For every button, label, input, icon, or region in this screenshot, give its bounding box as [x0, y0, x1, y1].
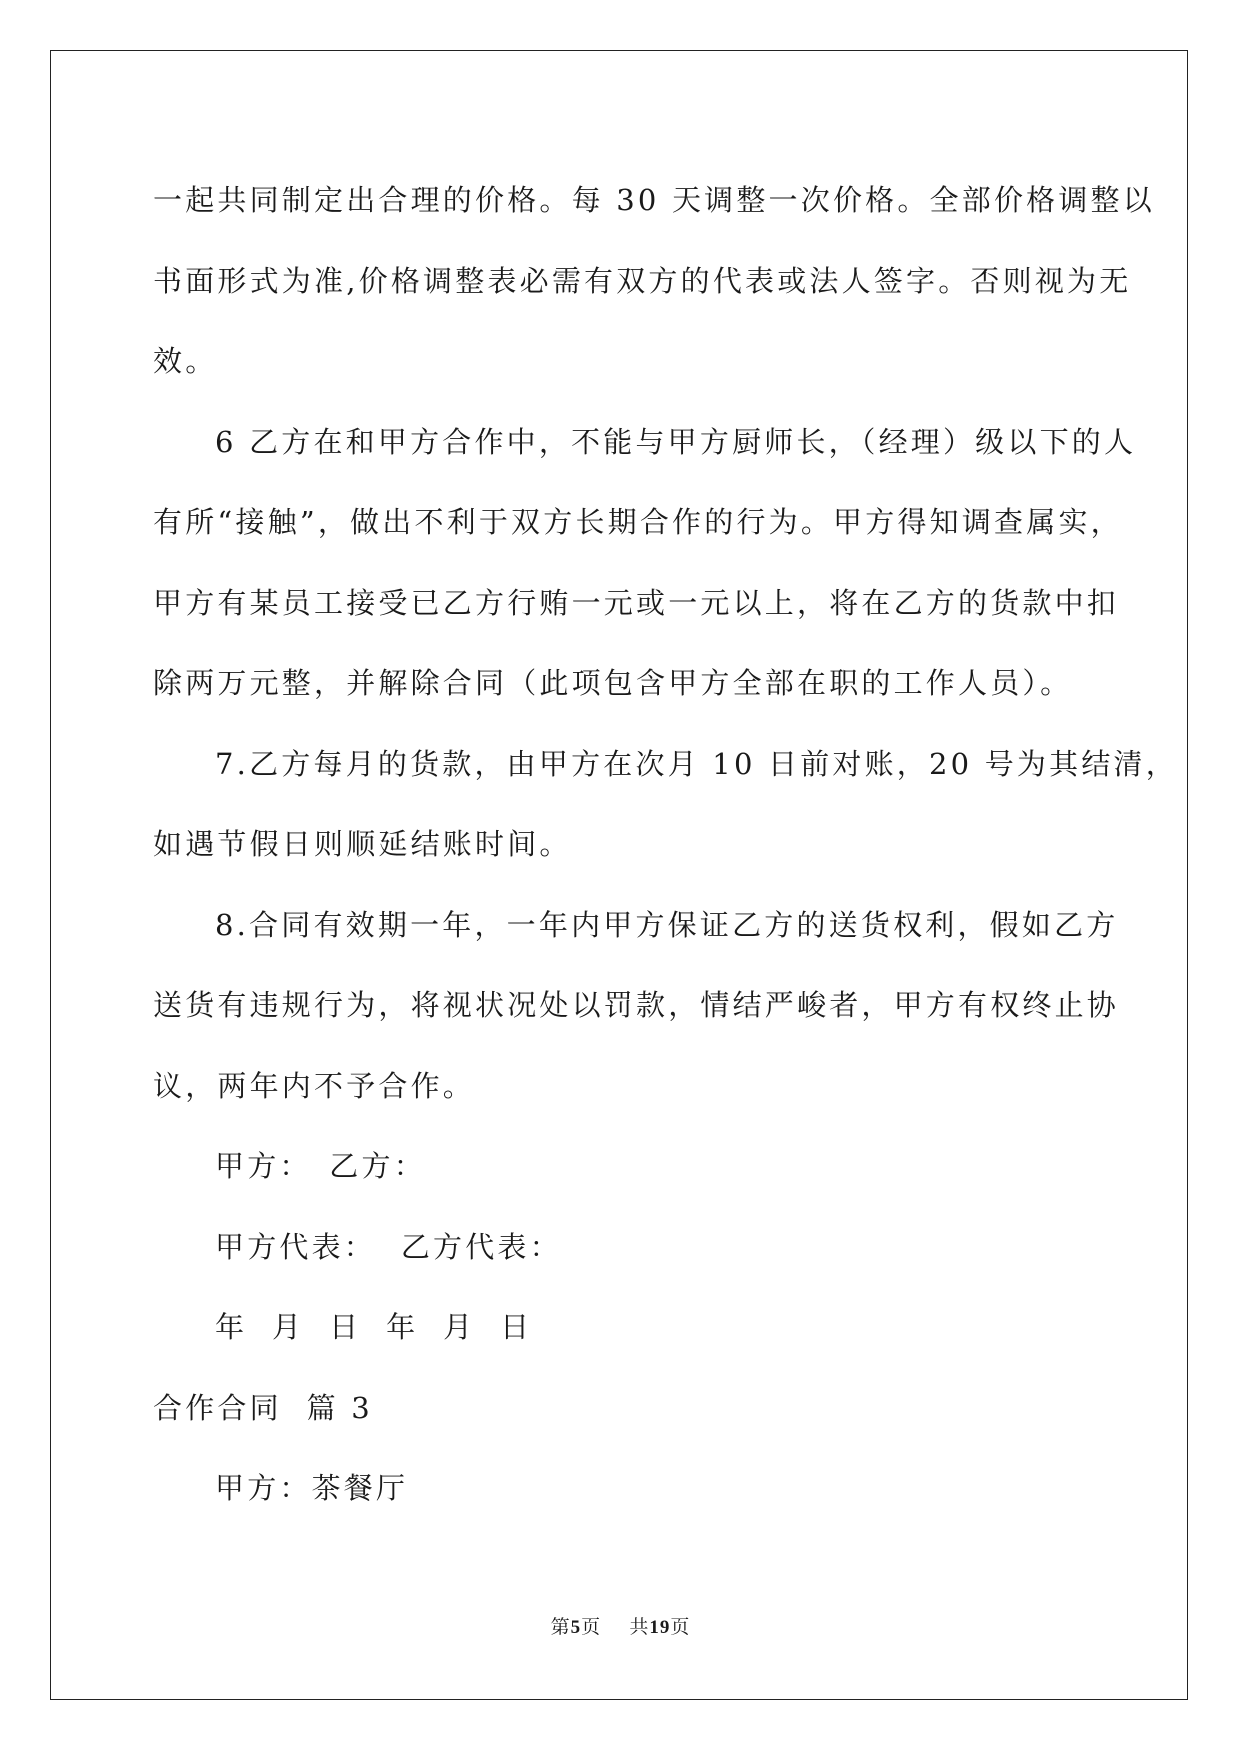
paragraph-line: 有所“接触”，做出不利于双方长期合作的行为。甲方得知调查属实，	[153, 505, 1123, 539]
party-a-line: 甲方：茶餐厅	[215, 1471, 409, 1505]
paragraph-line: 一起共同制定出合理的价格。每 30 天调整一次价格。全部价格调整以	[153, 183, 1155, 217]
paragraph-line: 除两万元整，并解除合同（此项包含甲方全部在职的工作人员）。	[153, 666, 1073, 700]
clause-8-line: 8.合同有效期一年，一年内甲方保证乙方的送货权利，假如乙方	[215, 907, 1119, 942]
signature-parties: 甲方： 乙方：	[215, 1149, 426, 1183]
paragraph-line: 效。	[153, 344, 218, 378]
footer-page-number: 5	[570, 1617, 582, 1638]
footer-total-unit: 页	[670, 1616, 691, 1638]
footer-prefix: 第	[550, 1616, 571, 1638]
section-heading: 合作合同 篇 3	[153, 1390, 373, 1425]
paragraph-line: 书面形式为准,价格调整表必需有双方的代表或法人签字。否则视为无	[153, 263, 1132, 298]
paragraph-line: 甲方有某员工接受已乙方行贿一元或一元以上，将在乙方的货款中扣	[153, 585, 1120, 620]
signature-dates: 年 月 日 年 月 日	[215, 1310, 533, 1344]
clause-7-line: 7.乙方每月的货款，由甲方在次月 10 日前对账，20 号为其结清，	[215, 746, 1178, 781]
paragraph-line: 送货有违规行为，将视状况处以罚款，情结严峻者，甲方有权终止协	[153, 988, 1120, 1022]
footer-page-unit: 页	[581, 1616, 602, 1638]
signature-representatives: 甲方代表： 乙方代表：	[215, 1229, 562, 1264]
footer-total-pages: 19	[649, 1617, 671, 1638]
footer-total-prefix: 共	[629, 1616, 650, 1638]
page-footer	[0, 1612, 1241, 1639]
clause-6-line: 6 乙方在和甲方合作中，不能与甲方厨师长，（经理）级以下的人	[215, 424, 1137, 459]
paragraph-line: 议，两年内不予合作。	[153, 1068, 476, 1103]
document-body	[153, 160, 1178, 1529]
paragraph-line: 如遇节假日则顺延结账时间。	[153, 827, 572, 861]
